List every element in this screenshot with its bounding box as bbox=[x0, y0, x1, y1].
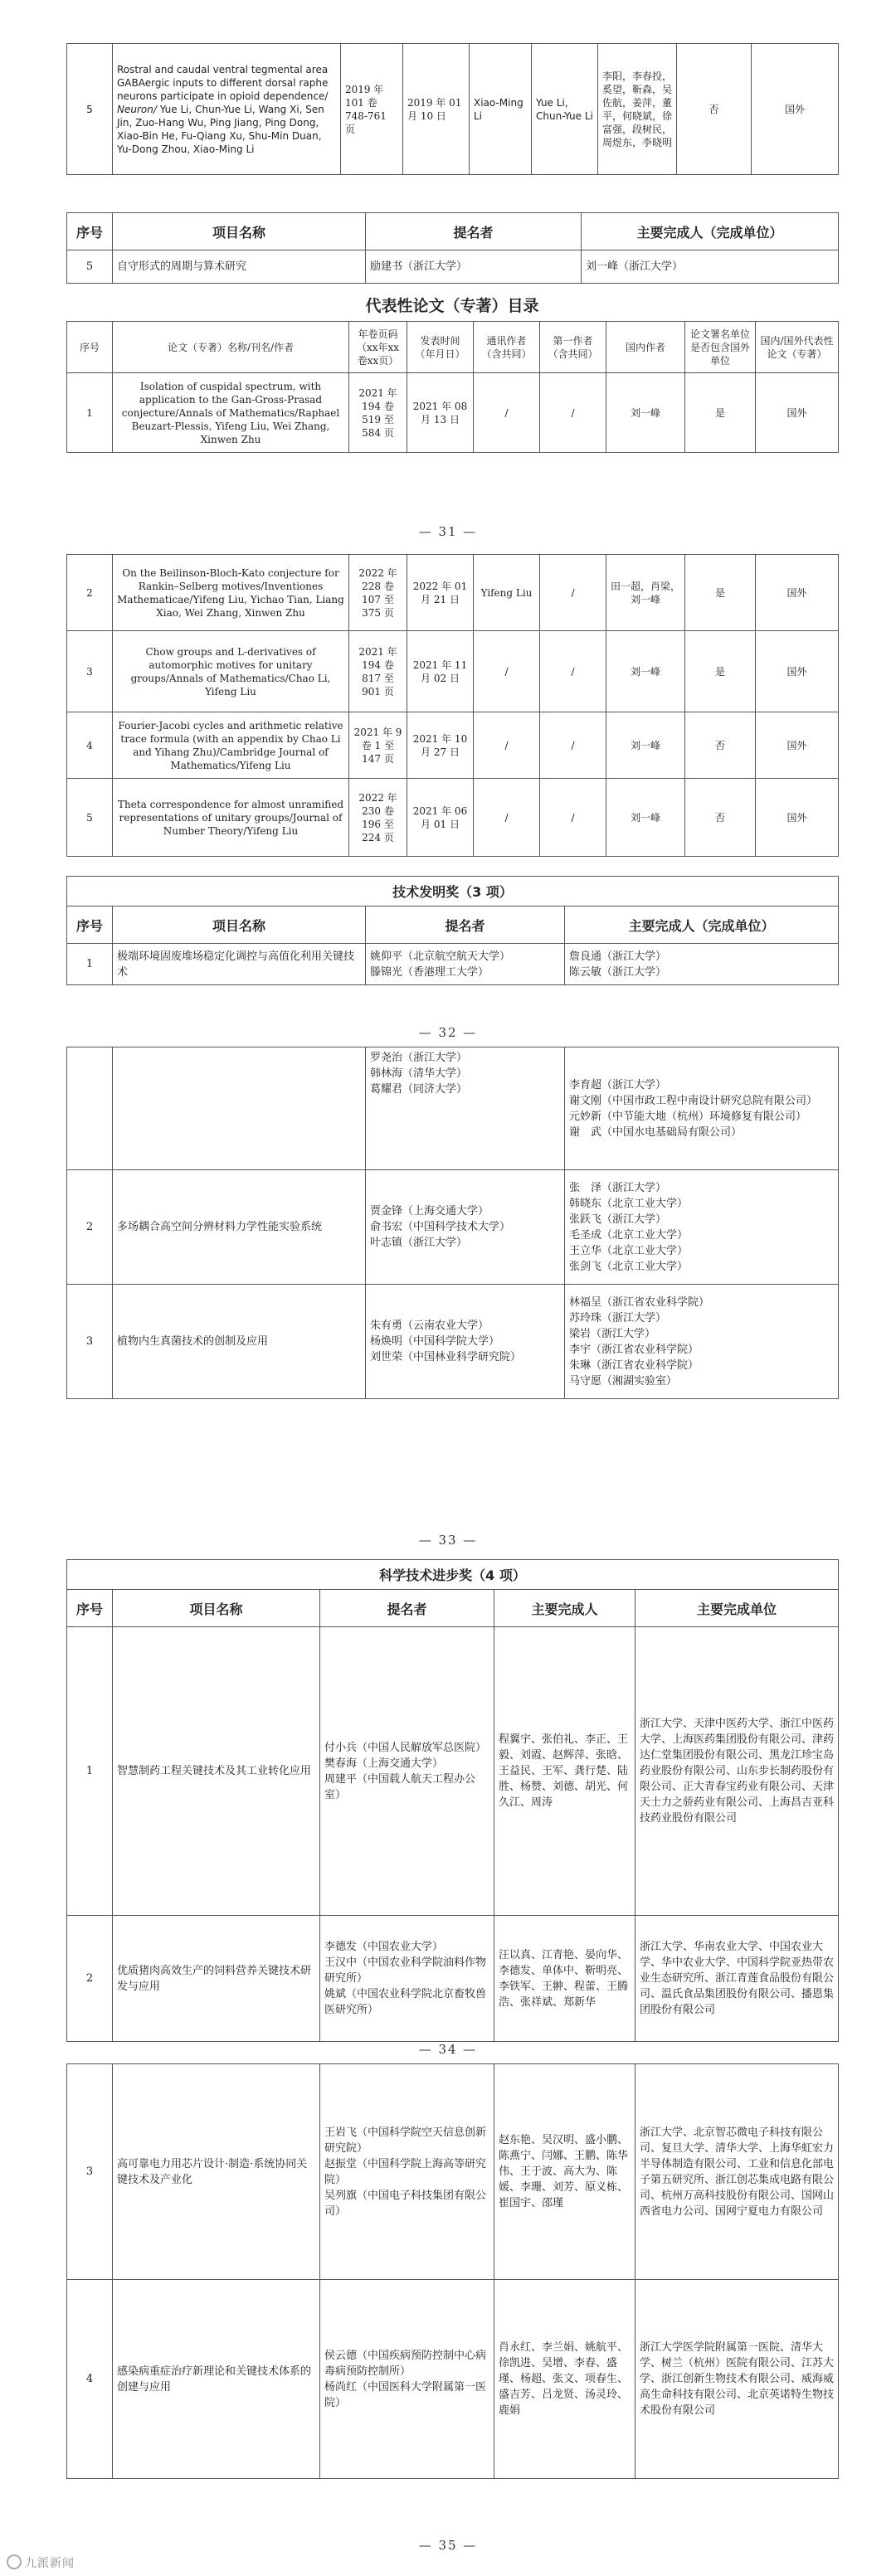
section-title-row bbox=[67, 1560, 839, 1590]
table-row: 1 极端环境固废堆场稳定化调控与高值化利用关键技术 姚仰平（北京航空航天大学） 滕锦光（香港理工大学） 詹良通（浙江大学） 陈云敏（浙江大学） bbox=[67, 944, 839, 985]
progress-award-continued bbox=[66, 2063, 838, 2479]
progress-award-table bbox=[66, 1559, 838, 2042]
watermark-logo-icon bbox=[7, 2554, 22, 2569]
table-header: 序号 论文（专著）名称/刊名/作者 年卷页码（xx年xx卷xx页） 发表时间（年月日） 通讯作者（含共同） 第一作者（含共同） 国内作者 论文署名单位是否包含国外单位 国内/国外代表性论文（专著） bbox=[67, 322, 839, 373]
page-number: — 31 — bbox=[418, 524, 478, 539]
first-author: Yue Li, Chun-Yue Li bbox=[532, 44, 598, 175]
prev-paper-table bbox=[66, 43, 838, 175]
table-row: 5 Theta correspondence for almost unramified representations of unitary groups/Journal of Number Theory/Yifeng Liu 2022 年 230 卷 196 至 224 页 2021 年 06 月 01 日 / / 刘一峰 否 国外 bbox=[67, 779, 839, 857]
table-row: 1 Isolation of cuspidal spectrum, with application to the Gan-Gross-Prasad conjecture/Annals of Mathematics/Raphael Beuzart-Plessis, Yifeng Liu, Wei Zhang, Xinwen Zhu 2021 年 194 卷 519 至 584 页 2021 年 08 月 13 日 / / 刘一峰 是 国外 bbox=[67, 373, 839, 453]
table-row: 2 优质猪肉高效生产的饲料营养关键技术研发与应用 李德发（中国农业大学） 王汉中（中国农业科学院油料作物研究所） 姚斌（中国农业科学院北京畜牧兽医研究所） 汪以真、江青艳、晏向华、李德发、单体中、靳明亮、李铁军、王翀、程蕾、王腾浩、张祥斌、郑新华 浙江大学、华南农业大学、中国农业大学、华中农业大学、中国科学院亚热带农业生态研究所、浙江青莲食品股份有限公司、温氏食品集团股份有限公司、播恩集团股份有限公司 bbox=[67, 1916, 839, 2042]
project-table bbox=[66, 212, 838, 284]
watermark: 九派新闻 bbox=[7, 2554, 75, 2571]
scope: 国外 bbox=[752, 44, 839, 175]
table-row: 3 植物内生真菌技术的创制及应用 朱有勇（云南农业大学） 杨焕明（中国科学院大学） 刘世荣（中国林业科学研究院） 林福呈（浙江省农业科学院） 苏玲珠（浙江大学） 梁岩（浙江大学） 李宇（浙江省农业科学院） 朱琳（浙江省农业科学院） 马守愿（湘湖实验室） bbox=[67, 1285, 839, 1399]
page-number: — 34 — bbox=[418, 2042, 478, 2057]
invention-award-table bbox=[66, 876, 838, 985]
section-title-row bbox=[67, 877, 839, 906]
table-row: 3 高可靠电力用芯片设计·制造·系统协同关键技术及产业化 王岩飞（中国科学院空天信息创新研究院） 赵振堂（中国科学院上海高等研究院） 吴列旗（中国电子科技集团有限公司） 赵东艳、吴汉明、盛小鹏、陈燕宁、闫娜、王鹏、陈华伟、王于波、高大为、陈媛、李珊、刘芳、原义栋、崔国宇、邵瑾 浙江大学、北京智芯微电子科技有限公司、复旦大学、清华大学、上海华虹宏力半导体制造有限公司、工业和信息化部电子第五研究所、浙江创芯集成电路有限公司、杭州万高科技股份有限公司、国网山西省电力公司、国网宁夏电力有限公司 bbox=[67, 2064, 839, 2280]
page-number: — 33 — bbox=[418, 1533, 478, 1548]
corresponding-author: Xiao-Ming Li bbox=[470, 44, 532, 175]
row-number: 5 bbox=[67, 44, 113, 175]
table-header: 序号 项目名称 提名者 主要完成人 主要完成单位 bbox=[67, 1590, 839, 1627]
table-header: 序号 项目名称 提名者 主要完成人（完成单位） bbox=[67, 213, 839, 250]
page-number: — 35 — bbox=[418, 2538, 478, 2553]
invention-award-continued bbox=[66, 1047, 838, 1399]
table-row: 2 多场耦合高空间分辨材料力学性能实验系统 贾金锋（上海交通大学） 俞书宏（中国科学技术大学） 叶志镇（浙江大学） 张 泽（浙江大学） 韩晓东（北京工业大学） 张跃飞（浙江大学） 毛圣成（北京工业大学） 王立华（北京工业大学） 张剑飞（北京工业大学） bbox=[67, 1170, 839, 1285]
invention-title: 技术发明奖（3 项） bbox=[67, 877, 839, 906]
page-number: — 32 — bbox=[418, 1025, 478, 1040]
table-row: 4 Fourier-Jacobi cycles and arithmetic relative trace formula (with an appendix by Chao Li and Yihang Zhu)/Cambridge Journal of Mathematics/Yifeng Liu 2021 年 9 卷 1 至 147 页 2021 年 10 月 27 日 / / 刘一峰 否 国外 bbox=[67, 712, 839, 779]
table-row: 1 智慧制药工程关键技术及其工业转化应用 付小兵（中国人民解放军总医院） 樊春海（上海交通大学） 周建平（中国载人航天工程办公室） 程翼宇、张伯礼、李正、王毅、刘霞、赵辉萍、张晗、王益民、王军、龚行楚、陆胜、杨赞、刘德、胡光、何久江、周涛 浙江大学、天津中医药大学、浙江中医药大学、上海医药集团股份有限公司、津药达仁堂集团股份有限公司、黑龙江珍宝岛药业股份有限公司、山东步长制药股份有限公司、正大青春宝药业有限公司、天津天士力之骄药业有限公司、上海昌吉亚科技药业股份有限公司 bbox=[67, 1627, 839, 1916]
volume-pages: 2019 年 101 卷 748-761 页 bbox=[341, 44, 403, 175]
table-row: 罗尧治（浙江大学） 韩林海（清华大学） 葛耀君（同济大学） 李育超（浙江大学） 谢文刚（中国市政工程中南设计研究总院有限公司） 元妙新（中节能大地（杭州）环境修复有限公司） 谢 武（中国水电基础局有限公司） bbox=[67, 1047, 839, 1170]
papers-title: 代表性论文（专著）目录 bbox=[365, 297, 539, 315]
table-row: 3 Chow groups and L-derivatives of automorphic motives for unitary groups/Annals of Mathematics/Chao Li, Yifeng Liu 2021 年 194 卷 817 至 901 页 2021 年 11 月 02 日 / / 刘一峰 是 国外 bbox=[67, 631, 839, 712]
table-row: 5 自守形式的周期与算术研究 励建书（浙江大学） 刘一峰（浙江大学） bbox=[67, 250, 839, 284]
table-row bbox=[67, 44, 839, 175]
papers-section bbox=[66, 289, 838, 453]
papers-continued-table bbox=[66, 554, 838, 857]
table-header: 序号 项目名称 提名者 主要完成人（完成单位） bbox=[67, 906, 839, 944]
paper-title: Rostral and caudal ventral tegmental area GABAergic inputs to different dorsal raphe neurons participate in opioid dependence/ Neuron/ Yue Li, Chun-Yue Li, Wang Xi, Sen Jin, Zuo-Hang Wu, Ping Jiang, Ping Dong, Xiao-Bin He, Fu-Qiang Xu, Shu-Min Duan, Yu-Dong Zhou, Xiao-Ming Li bbox=[113, 44, 341, 175]
table-row: 4 感染病重症治疗新理论和关键技术体系的创建与应用 侯云德（中国疾病预防控制中心病毒病预防控制所） 杨尚红（中国医科大学附属第一医院） 肖永红、李兰娟、姚航平、徐凯进、吴增、李春、盛瑾、杨超、张文、项春生、盛吉芳、吕龙贤、汤灵玲、鹿娟 浙江大学医学院附属第一医院、清华大学、树兰（杭州）医院有限公司、江苏大学、浙江创新生物技术有限公司、威海威高生命科技有限公司、北京英诺特生物技术股份有限公司 bbox=[67, 2280, 839, 2479]
progress-title: 科学技术进步奖（4 项） bbox=[67, 1560, 839, 1590]
table-row: 2 On the Beilinson-Bloch-Kato conjecture for Rankin–Selberg motives/Inventiones Mathematicae/Yifeng Liu, Yichao Tian, Liang Xiao, Wei Zhang, Xinwen Zhu 2022 年 228 卷 107 至 375 页 2022 年 01 月 21 日 Yifeng Liu / 田一超，肖梁，刘一峰 是 国外 bbox=[67, 555, 839, 631]
publish-date: 2019 年 01 月 10 日 bbox=[403, 44, 470, 175]
domestic-authors: 李阳，李春投，奚望，靳森，吴佐航，姜萍，董平，何晓斌，徐富强，段树民，周煜东，李晓明 bbox=[598, 44, 677, 175]
foreign-unit: 否 bbox=[677, 44, 752, 175]
